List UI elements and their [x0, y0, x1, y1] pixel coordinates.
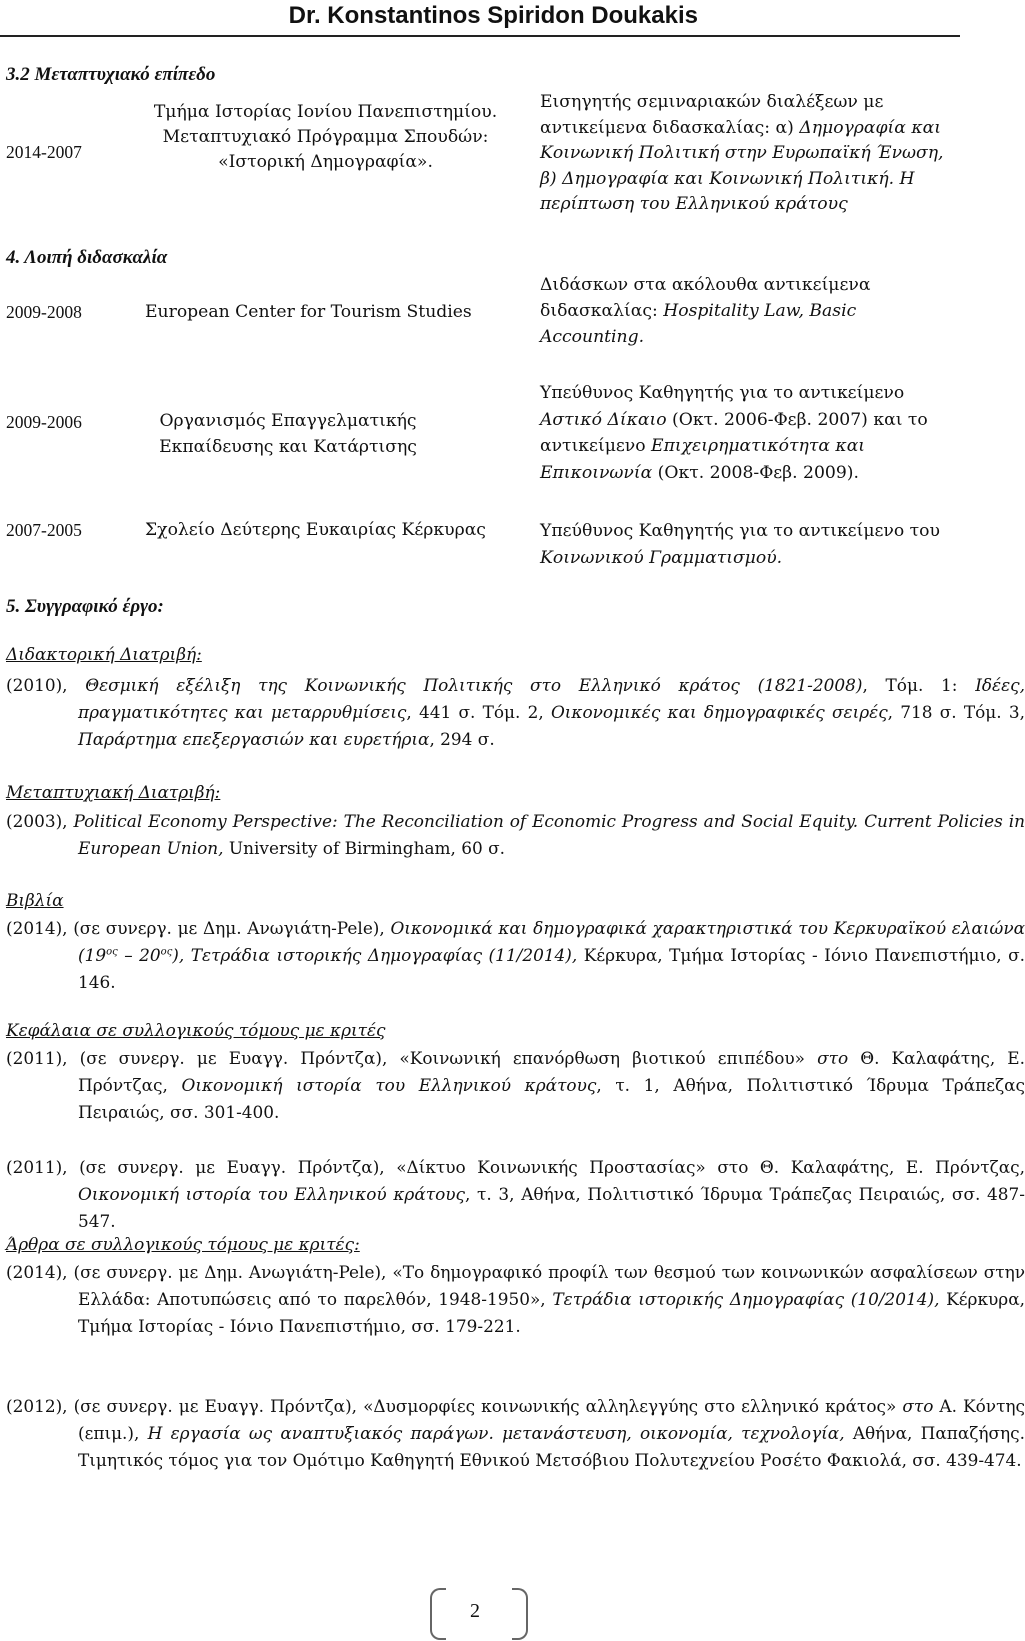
row-desc-italic: Αστικό Δίκαιο [540, 409, 667, 430]
entry-italic: στο [902, 1396, 934, 1416]
entry-text: Κέρκυρα, Τμήμα Ιστορίας - Ιόνιο Πανεπιστήμιο, σσ. 179-221. [78, 1289, 1025, 1336]
footer-left-brace-icon [430, 1588, 446, 1640]
entry-italic: ), Τετράδια ιστορικής Δημογραφίας (11/2014), [172, 945, 578, 965]
row-org: European Center for Tourism Studies [145, 302, 472, 322]
entry-text: (2012), (σε συνεργ. με Ευαγγ. Πρόντζα), «Δυσμορφίες κοινωνικής αλληλεγγύης στο ελληνικό κράτος» [6, 1396, 903, 1416]
entry-text: University of Birmingham, 60 σ. [223, 838, 506, 858]
section-4-title: 4. Λοιπή διδασκαλία [6, 247, 168, 268]
row-desc-italic: Hospitality Law, Basic Accounting. [540, 301, 857, 347]
entry-italic: – 20 [117, 945, 161, 965]
entry-italic: Τετράδια ιστορικής Δημογραφίας (10/2014), [552, 1289, 940, 1309]
row-years: 2007-2005 [6, 520, 82, 540]
row-desc-part: (Οκτ. 2006-Φεβ. 2007) και το αντικείμενο [540, 409, 928, 456]
row-years: 2009-2006 [6, 412, 82, 432]
entry-italic: Οικονομικές και δημογραφικές σειρές [550, 702, 888, 722]
section-3-2-desc-plain: Εισηγητής σεμιναριακών διαλέξεων με αντικείμενα διδασκαλίας: α) [540, 92, 884, 138]
articles-label: Άρθρα σε συλλογικούς τόμους με κριτές: [6, 1234, 360, 1254]
row-desc-italic: Επιχειρηματικότητα και Επικοινωνία [540, 436, 866, 483]
section-3-2-desc-italic: Δημογραφία και Κοινωνική Πολιτική στην Ευρωπαϊκή Ένωση, β) Δημογραφία και Κοινωνική Πολιτική. Η περίπτωση του Ελληνικού κράτους [540, 117, 944, 214]
section-3-2-description [540, 90, 950, 218]
masters-thesis-entry [6, 808, 1025, 862]
masters-thesis-label: Μεταπτυχιακή Διατριβή: [6, 782, 221, 802]
row-org: Σχολείο Δεύτερης Ευκαιρίας Κέρκυρας [145, 520, 486, 540]
entry-text: (2011), (σε συνεργ. με Ευαγγ. Πρόντζα), «Δίκτυο Κοινωνικής Προστασίας» στο Θ. Καλαφάτης, Ε. Πρόντζας, [6, 1157, 1025, 1177]
entry-italic: Θεσμική εξέλιξη της Κοινωνικής Πολιτικής στο Ελληνικό κράτος (1821-2008) [85, 675, 863, 695]
entry-text: , Τόμ. 1: [862, 675, 976, 695]
entry-italic: Ιδέες, πραγματικότητες και μεταρρυθμίσεις [78, 675, 1025, 722]
section-3-2-years: 2014-2007 [6, 142, 82, 162]
entry-text: , τ. 1, Αθήνα, Πολιτιστικό Ίδρυμα Τράπεζας Πειραιώς, σσ. 301-400. [78, 1075, 1025, 1122]
entry-text: (2003), [6, 811, 74, 831]
entry-italic: Οικονομική ιστορία του Ελληνικού κράτους [78, 1184, 465, 1204]
row-description [540, 272, 950, 350]
entry-text: (2014), (σε συνεργ. με Δημ. Ανωγιάτη-Pele), «Το δημογραφικό προφίλ των θεσμού των κοινωνικών ασφαλίσεων στην Ελλάδα: Αποτυπώσεις από το παρελθόν, 1948-1950», [6, 1262, 1025, 1309]
entry-italic: Political Economy Perspective: The Reconciliation of Economic Progress and Social Equity. Current Policies in European Union, [73, 811, 1025, 858]
row-desc-part: Υπεύθυνος Καθηγητής για το αντικείμενο [540, 383, 905, 403]
entry-text: , 294 σ. [429, 729, 495, 749]
entry-text: Αθήνα, Παπαζήσης. Τιμητικός τόμος για τον Ομότιμο Καθηγητή Εθνικού Μετσόβιου Πολυτεχνείου Ροσέτο Φακιολά, σσ. 439-474. [78, 1423, 1025, 1470]
entry-italic: Οικονομική ιστορία του Ελληνικού κράτους [181, 1075, 597, 1095]
entry-text: Θ. Καλαφάτης, Ε. Πρόντζας, [78, 1048, 1025, 1095]
article-entry [6, 1259, 1025, 1340]
chapter-entry [6, 1045, 1025, 1126]
article-entry [6, 1393, 1025, 1474]
row-org: Οργανισμός Επαγγελματικής Εκπαίδευσης και Κατάρτισης [159, 411, 417, 457]
entry-text: Κέρκυρα, Τμήμα Ιστορίας - Ιόνιο Πανεπιστήμιο, σ. 146. [78, 945, 1025, 992]
entry-text: , τ. 3, Αθήνα, Πολιτιστικό Ίδρυμα Τράπεζας Πειραιώς, σσ. 487-547. [78, 1184, 1025, 1231]
entry-italic: Οικονομικά και δημογραφικά χαρακτηριστικά του Κερκυραϊκού ελαιώνα (19 [78, 918, 1025, 965]
row-years: 2009-2008 [6, 302, 82, 322]
entry-italic: Παράρτημα επεξεργασιών και ευρετήρια [78, 729, 430, 749]
section-3-2-org: Τμήμα Ιστορίας Ιονίου Πανεπιστημίου. Μεταπτυχιακό Πρόγραμμα Σπουδών: «Ιστορική Δημογραφία». [153, 102, 498, 172]
books-label: Βιβλία [6, 890, 64, 910]
chapter-entry [6, 1154, 1025, 1235]
row-desc-plain: Διδάσκων στα ακόλουθα αντικείμενα διδασκαλίας: [540, 275, 871, 321]
entry-superscript: ος [106, 946, 118, 958]
entry-text: (2011), (σε συνεργ. με Ευαγγ. Πρόντζα), «Κοινωνική επανόρθωση βιοτικού επιπέδου» [6, 1048, 818, 1068]
entry-superscript: ος [160, 946, 173, 958]
header-rule [0, 35, 960, 37]
entry-text: (2010), [6, 675, 86, 695]
entry-italic: στο [817, 1048, 849, 1068]
row-desc-part: (Οκτ. 2008-Φεβ. 2009). [652, 462, 859, 483]
books-entry [6, 915, 1025, 996]
row-desc-italic: Κοινωνικού Γραμματισμού. [540, 548, 783, 568]
footer-right-brace-icon [512, 1588, 528, 1640]
row-desc-plain: Υπεύθυνος Καθηγητής για το αντικείμενο του [540, 521, 940, 541]
entry-italic: Η εργασία ως αναπτυξιακός παράγων. μετανάστευση, οικονομία, τεχνολογία, [147, 1423, 845, 1443]
document-header-name: Dr. Konstantinos Spiridon Doukakis [288, 2, 698, 29]
entry-text: Α. Κόντης (επιμ.), [78, 1396, 1025, 1443]
row-description [540, 518, 950, 572]
section-3-2-title: 3.2 Μεταπτυχιακό επίπεδο [6, 64, 216, 85]
entry-text: , 441 σ. Τόμ. 2, [406, 702, 551, 722]
page-number: 2 [470, 1600, 480, 1622]
entry-text: , 718 σ. Τόμ. 3, [887, 702, 1025, 722]
doctoral-thesis-entry [6, 672, 1025, 753]
doctoral-thesis-label: Διδακτορική Διατριβή: [6, 644, 202, 664]
section-5-title: 5. Συγγραφικό έργο: [6, 596, 164, 617]
row-description [540, 380, 950, 486]
chapters-label: Κεφάλαια σε συλλογικούς τόμους με κριτές [6, 1020, 386, 1040]
entry-text: (2014), (σε συνεργ. με Δημ. Ανωγιάτη-Pele), [6, 918, 391, 938]
